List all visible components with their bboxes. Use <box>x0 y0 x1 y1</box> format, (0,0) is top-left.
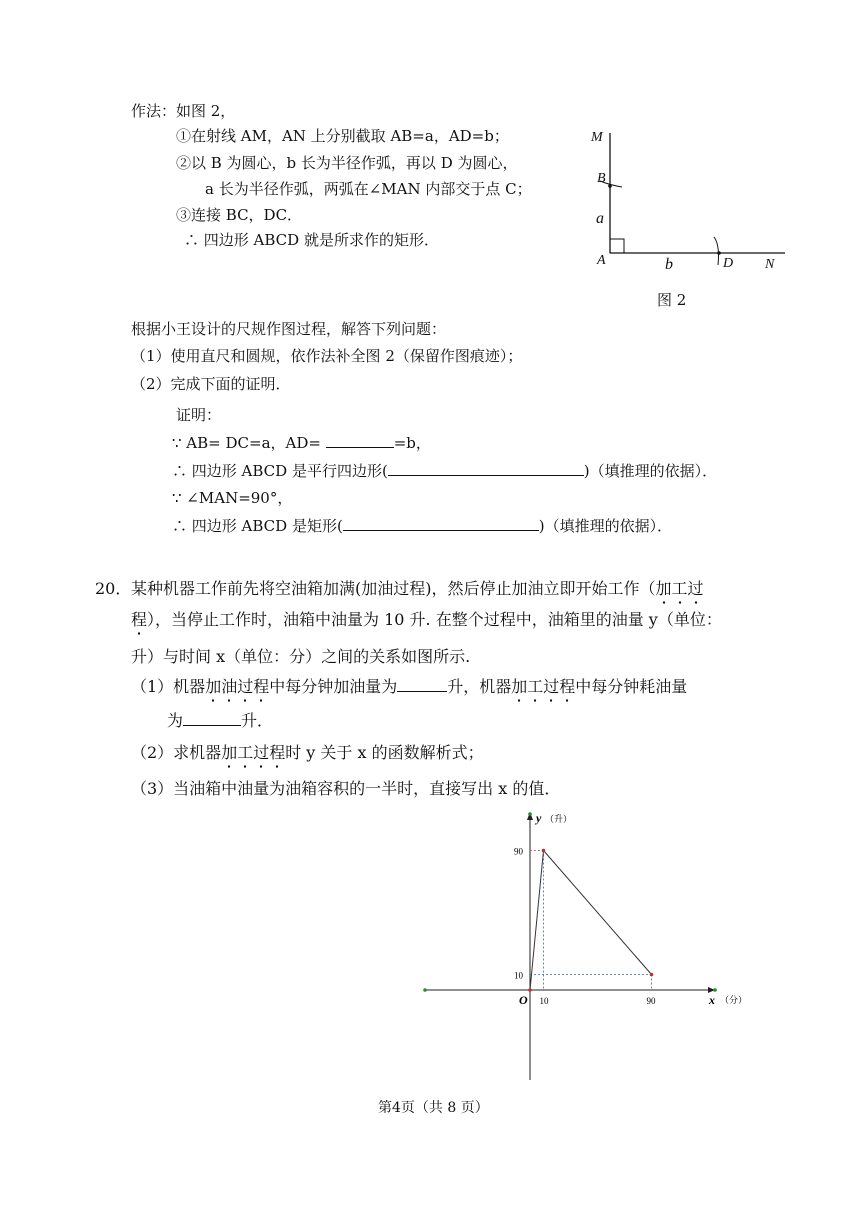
data-point-3 <box>650 973 654 977</box>
x-tick-label-10: 10 <box>539 996 549 1006</box>
q19-part-2: （2）完成下面的证明． <box>131 375 291 393</box>
answer-blank-parallelogram-reason[interactable] <box>388 459 584 476</box>
data-point-1 <box>528 988 532 992</box>
q20-p1-g: 为 <box>167 711 184 730</box>
oil-volume-chart <box>415 808 760 1088</box>
construction-step-1: ①在射线 AM，AN 上分别截取 AB=a，AD=b； <box>176 127 509 145</box>
q19-intro: 根据小王设计的尺规作图过程，解答下列问题： <box>131 320 447 338</box>
q20-stem-1a: 某种机器工作前先将空油箱加满( <box>131 579 362 598</box>
label-N: N <box>765 257 775 272</box>
y-axis-unit: （升） <box>545 814 573 824</box>
q20-p1-c: 中每分钟加油量为 <box>269 677 398 696</box>
method-title: 作法：如图 2， <box>131 102 236 120</box>
q20-stem-1b: 加油过程 <box>361 579 426 598</box>
q20-stem-1c: )，然后停止加油立即开始工作（ <box>425 579 656 598</box>
label-B: B <box>597 171 606 186</box>
y-axis-label: y <box>536 811 542 825</box>
construction-step-3: ③连接 BC，DC． <box>176 206 303 224</box>
proof-line-4 <box>172 514 672 536</box>
q20-p1-d: 升，机器 <box>447 677 512 696</box>
proof-line-2-end: )（填推理的依据）． <box>583 461 718 480</box>
q20-p1-h: 升． <box>241 711 274 730</box>
answer-blank-consume-rate[interactable] <box>183 708 241 726</box>
label-A: A <box>597 253 606 268</box>
page-footer: 第4页（共 8 页） <box>378 1100 489 1116</box>
answer-blank-refuel-rate[interactable] <box>397 674 447 692</box>
q20-part-1 <box>131 674 687 697</box>
q20-p1-f: 中每分钟耗油量 <box>575 677 688 696</box>
q20-number: 20． <box>95 579 132 598</box>
proof-line-1-end: =b， <box>393 433 431 452</box>
label-b: b <box>665 256 673 273</box>
y-tick-label-90: 90 <box>514 846 523 857</box>
oil-volume-line <box>530 851 652 991</box>
q20-part-3: （3）当油箱中油量为油箱容积的一半时，直接写出 x 的值． <box>131 779 561 798</box>
x-axis-end-point <box>713 988 717 992</box>
data-point-2 <box>542 849 546 853</box>
answer-blank-rectangle-reason[interactable] <box>343 514 539 531</box>
x-axis-label: x <box>709 993 715 1007</box>
q20-p1-a: （1）机器 <box>131 677 206 696</box>
q20-stem-line-2 <box>131 607 722 630</box>
label-a: a <box>596 210 604 227</box>
q20-stem-2b: ），当停止工作时，油箱中油量为 10 升. 在整个过程中，油箱里的油量 y（单位： <box>147 610 722 629</box>
y-tick-label-10: 10 <box>514 970 523 981</box>
q20-emphasis-process-2: 加工过程 <box>221 743 285 769</box>
x-tick-label-90: 90 <box>646 996 656 1006</box>
construction-step-2a: ②以 B 为圆心，b 长为半径作弧，再以 D 为圆心， <box>176 154 518 172</box>
proof-line-2 <box>172 459 717 481</box>
proof-label: 证明： <box>176 406 222 424</box>
construction-conclusion: ∴ 四边形 ABCD 就是所求作的矩形． <box>184 231 439 249</box>
proof-line-1-text: ∵ AB= DC=a，AD= <box>172 433 321 452</box>
q20-p2-c: 时 y 关于 x 的函数解析式； <box>285 743 484 762</box>
q19-part-1: （1）使用直尺和圆规，依作法补全图 2（保留作图痕迹）； <box>131 347 523 365</box>
q20-part-1-cont <box>167 708 273 731</box>
label-D: D <box>723 256 734 271</box>
q20-p2-a: （2）求机器 <box>131 743 222 762</box>
x-axis-start-point <box>423 988 427 992</box>
figure-2-caption: 图 2 <box>657 291 687 309</box>
y-axis-end-point <box>528 812 532 816</box>
q20-part-2 <box>131 740 484 763</box>
x-axis-unit: （分） <box>720 995 748 1005</box>
construction-step-2b: a 长为半径作弧，两弧在∠MAN 内部交于点 C； <box>205 180 532 198</box>
proof-line-3: ∵ ∠MAN=90°， <box>172 489 293 507</box>
origin-label: O <box>519 993 528 1007</box>
label-M: M <box>591 130 603 145</box>
q20-stem-line-3: 升）与时间 x（单位：分）之间的关系如图所示. <box>131 647 471 666</box>
proof-line-4-text: ∴ 四边形 ABCD 是矩形( <box>172 516 343 535</box>
q20-emphasis-cheng: 程 <box>131 610 147 636</box>
q20-emphasis-refuel: 加油过程 <box>205 677 269 703</box>
q20-emphasis-process: 加工过程 <box>511 677 575 703</box>
answer-blank-ad[interactable] <box>326 431 394 448</box>
proof-line-4-end: )（填推理的依据）． <box>538 516 673 535</box>
q20-stem-line-1 <box>131 576 704 599</box>
q20-emphasis-processing: 加工过 <box>656 579 704 605</box>
proof-line-1 <box>172 431 431 453</box>
proof-line-2-text: ∴ 四边形 ABCD 是平行四边形( <box>172 461 388 480</box>
